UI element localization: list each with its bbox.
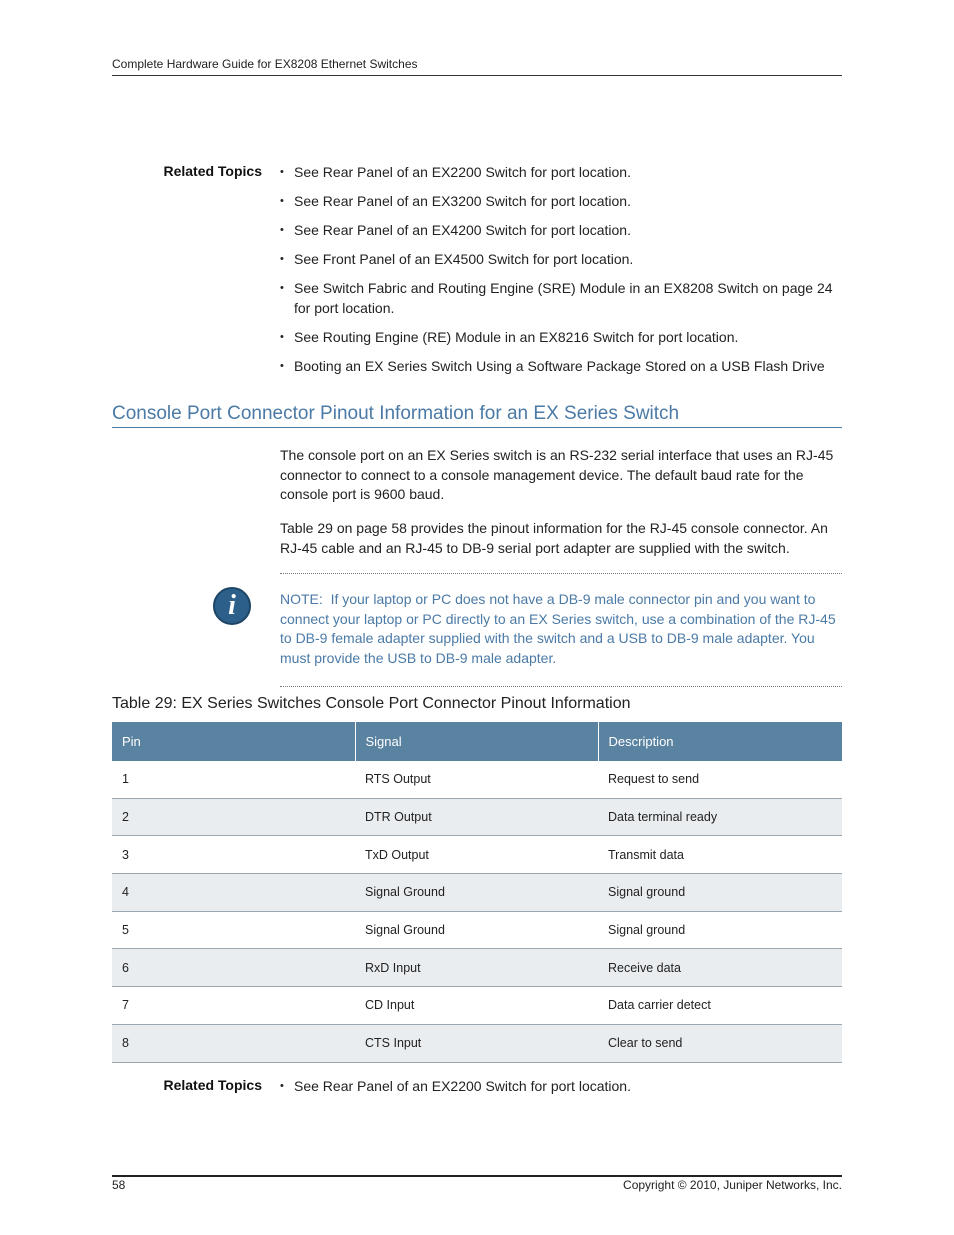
signal-cell: RTS Output — [355, 761, 598, 798]
column-header-pin: Pin — [112, 722, 355, 761]
table-row — [112, 949, 842, 987]
related-topic-item[interactable]: • See Rear Panel of an EX2200 Switch for port location. — [280, 163, 842, 183]
related-topic-item[interactable]: • See Rear Panel of an EX2200 Switch for port location. — [280, 1077, 842, 1097]
table-header-row — [112, 722, 842, 761]
related-topic-item[interactable]: • See Rear Panel of an EX4200 Switch for port location. — [280, 221, 842, 241]
related-topic-item[interactable]: • See Front Panel of an EX4500 Switch for port location. — [280, 250, 842, 270]
description-cell: Request to send — [598, 761, 842, 798]
pin-cell: 3 — [112, 836, 355, 874]
note-bottom-divider — [280, 686, 842, 687]
table-row — [112, 987, 842, 1025]
signal-cell: RxD Input — [355, 949, 598, 987]
pinout-table — [112, 722, 842, 1063]
column-header-description: Description — [598, 722, 842, 761]
table-row — [112, 798, 842, 836]
pin-cell: 8 — [112, 1024, 355, 1062]
footer-rule — [112, 1175, 842, 1177]
description-cell: Data terminal ready — [598, 798, 842, 836]
description-cell: Signal ground — [598, 911, 842, 949]
signal-cell: Signal Ground — [355, 874, 598, 912]
pin-cell: 6 — [112, 949, 355, 987]
page-number: 58 — [112, 1178, 126, 1192]
description-cell: Signal ground — [598, 874, 842, 912]
related-topics-label: Related Topics — [163, 163, 262, 179]
description-cell: Receive data — [598, 949, 842, 987]
note-text: If your laptop or PC does not have a DB-9 male connector pin and you want to connect your laptop or PC directly to an EX Series switch, use a combination of the RJ-45 to DB-9 female adapter supplied with the switch and a USB to DB-9 male adapter. You must provide the USB to DB-9 male adapter. — [280, 591, 836, 666]
related-topic-item[interactable]: • Booting an EX Series Switch Using a Software Package Stored on a USB Flash Drive — [280, 357, 842, 377]
column-header-signal: Signal — [355, 722, 598, 761]
signal-cell: CTS Input — [355, 1024, 598, 1062]
related-topic-item[interactable]: • See Switch Fabric and Routing Engine (SRE) Module in an EX8208 Switch on page 24 for port location. — [280, 279, 842, 318]
pin-cell: 7 — [112, 987, 355, 1025]
note-block — [280, 590, 842, 668]
table-row — [112, 1024, 842, 1062]
description-cell: Clear to send — [598, 1024, 842, 1062]
intro-paragraph: The console port on an EX Series switch is an RS-232 serial interface that uses an RJ-45 connector to connect to a console management device. The default baud rate for the console port is 9600 baud. — [280, 447, 834, 503]
related-topics-list — [280, 1077, 842, 1106]
table-row — [112, 761, 842, 798]
signal-cell: Signal Ground — [355, 911, 598, 949]
description-cell: Data carrier detect — [598, 987, 842, 1025]
table-row — [112, 874, 842, 912]
info-icon: i — [213, 587, 251, 625]
running-header: Complete Hardware Guide for EX8208 Ethernet Switches — [112, 57, 418, 71]
copyright-notice: Copyright © 2010, Juniper Networks, Inc. — [623, 1178, 842, 1192]
signal-cell: TxD Output — [355, 836, 598, 874]
table-row — [112, 911, 842, 949]
pin-cell: 1 — [112, 761, 355, 798]
signal-cell: CD Input — [355, 987, 598, 1025]
related-topic-item[interactable]: • See Rear Panel of an EX3200 Switch for port location. — [280, 192, 842, 212]
related-topic-item[interactable]: • See Routing Engine (RE) Module in an EX8216 Switch for port location. — [280, 328, 842, 348]
section-title: Console Port Connector Pinout Information for an EX Series Switch — [112, 403, 842, 428]
header-rule — [112, 75, 842, 76]
signal-cell: DTR Output — [355, 798, 598, 836]
related-topics-list — [280, 163, 842, 386]
pin-cell: 5 — [112, 911, 355, 949]
pin-cell: 4 — [112, 874, 355, 912]
table-reference-paragraph: Table 29 on page 58 provides the pinout information for the RJ-45 console connector. An RJ-45 cable and an RJ-45 to DB-9 serial port adapter are supplied with the switch. — [280, 520, 828, 556]
description-cell: Transmit data — [598, 836, 842, 874]
table-row — [112, 836, 842, 874]
table-caption: Table 29: EX Series Switches Console Port Connector Pinout Information — [112, 695, 631, 712]
note-prefix: NOTE: — [280, 591, 323, 607]
related-topics-label: Related Topics — [163, 1077, 262, 1093]
pin-cell: 2 — [112, 798, 355, 836]
note-top-divider — [280, 573, 842, 574]
